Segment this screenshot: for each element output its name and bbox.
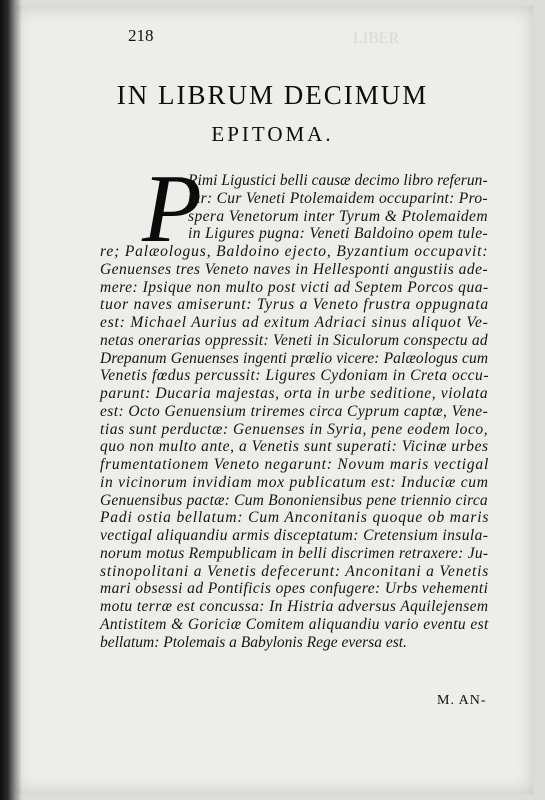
text-line: stinopolitani a Venetis defecerunt: Anconitani a Venetis xyxy=(100,562,490,580)
page-number: 218 xyxy=(128,26,154,45)
text-line: Antistitem & Goriciæ Comitem aliquandiu vario eventu est xyxy=(100,615,489,633)
text-line: Genuensibus pactæ: Cum Bononiensibus pene triennio circa xyxy=(100,491,488,509)
text-line: tias sunt perductæ: Genuenses in Syria, pene eodem loco, xyxy=(100,420,489,438)
book-gutter-shadow xyxy=(0,0,22,800)
text-line: est: Michael Aurius ad exitum Adriaci sinus aliquot Ve- xyxy=(100,314,489,331)
text-line: quo non multo ante, a Venetis sunt superati: Vicinæ urbes xyxy=(100,438,489,456)
text-line: netas onerarias oppressit: Veneti in Siculorum conspectu ad xyxy=(100,331,488,349)
text-line: Rimi Ligustici belli causæ decimo libro referun- xyxy=(188,172,488,189)
text-line: mere: Ipsique non multo post victi ad Septem Porcos qua- xyxy=(100,278,489,296)
text-line: frumentationem Veneto negarunt: Novum maris vectigal xyxy=(100,456,490,473)
text-line: Genuenses tres Veneto naves in Hellesponti angustiis ade- xyxy=(100,260,489,278)
drop-cap: P xyxy=(142,155,202,263)
text-line: Padi ostia bellatum: Cum Anconitanis quoque ob maris xyxy=(100,509,490,527)
text-line: motu terræ est concussa: In Histria adversus Aquilejensem xyxy=(100,598,489,615)
text-line: parunt: Ducaria majestas, orta in urbe seditione, violata xyxy=(100,385,489,402)
text-line: norum motus Rempublicam in belli discrimen retraxere: Ju- xyxy=(100,544,489,562)
text-line: vectigal aliquandiu armis disceptatum: Cretensium insula- xyxy=(100,527,489,544)
text-line: in Ligures pugna: Veneti Baldoino opem tule- xyxy=(188,225,489,243)
text-line: tuor naves amiserunt: Tyrus a Veneto frustra oppugnata xyxy=(100,296,489,314)
text-line: re; Palæologus, Baldoino ejecto, Byzantium occupavit: xyxy=(100,243,489,260)
text-line: in vicinorum invidiam mox publicatum est: Induciæ cum xyxy=(100,473,489,491)
text-line: mari obsessi ad Pontificis opes confugere: Urbs vehementi xyxy=(100,580,489,598)
text-line: tur: Cur Veneti Ptolemaidem occuparint: Pro- xyxy=(188,189,488,207)
text-line: spera Venetorum inter Tyrum & Ptolemaidem xyxy=(188,207,488,225)
text-line: bellatum: Ptolemais a Babylonis Rege eversa est. xyxy=(100,633,407,651)
page-title: IN LIBRUM DECIMUM xyxy=(116,80,429,110)
catchword: M. AN- xyxy=(437,693,487,708)
show-through-text: LIBER xyxy=(353,30,400,47)
text-line: Venetis fœdus percussit: Ligures Cydoniam in Creta occu- xyxy=(100,367,490,385)
page-subtitle: EPITOMA. xyxy=(211,122,334,146)
text-line: est: Octo Genuensium triremes circa Cyprum captæ, Vene- xyxy=(100,402,489,420)
text-line: Drepanum Genuenses ingenti prælio vicere: Palæologus cum xyxy=(100,349,489,367)
